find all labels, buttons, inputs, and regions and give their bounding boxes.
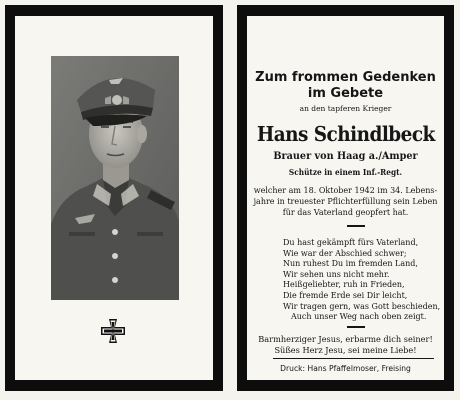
heading-line-2: im Gebete bbox=[307, 86, 384, 101]
left-card-panel bbox=[5, 5, 223, 391]
poem-line: Wir tragen gern, was Gott beschieden, bbox=[283, 301, 441, 311]
poem-line: Die fremde Erde sei Dir leicht, bbox=[283, 291, 408, 300]
death-line-1: welcher am 18. Oktober 1942 im 34. Lebens- bbox=[253, 186, 438, 195]
soldier-portrait-photo bbox=[51, 56, 179, 300]
right-card-inner bbox=[247, 16, 444, 380]
printer-rule bbox=[273, 358, 434, 359]
poem-line: Du hast gekämpft fürs Vaterland, bbox=[283, 238, 419, 247]
deceased-name: Hans Schindlbeck bbox=[256, 122, 435, 146]
subheading: an den tapferen Krieger bbox=[299, 104, 392, 113]
heading-line-1: Zum frommen Gedenken bbox=[255, 70, 436, 85]
occupation-line: Brauer von Haag a./Amper bbox=[273, 150, 418, 162]
prayer-line-2: Süßes Herz Jesu, sei meine Liebe! bbox=[274, 345, 417, 355]
death-line-3: für das Vaterland geopfert hat. bbox=[282, 208, 409, 217]
poem-line: Heißgeliebter, ruh in Frieden, bbox=[283, 280, 405, 290]
death-line-2: jahre in treuester Pflichterfüllung sein Leben bbox=[253, 197, 438, 206]
left-card-inner bbox=[15, 16, 213, 380]
poem-line: Wie war der Abschied schwer; bbox=[283, 248, 407, 258]
divider-rule bbox=[347, 326, 365, 328]
right-card-panel bbox=[237, 5, 454, 391]
divider-rule bbox=[347, 225, 365, 227]
poem-line: Auch unser Weg nach oben zeigt. bbox=[291, 312, 427, 322]
prayer-line-1: Barmherziger Jesus, erbarme dich seiner! bbox=[258, 334, 433, 344]
iron-cross-icon bbox=[100, 318, 126, 344]
portrait-image bbox=[51, 56, 179, 300]
printer-credit: Druck: Hans Pfaffelmoser, Freising bbox=[280, 364, 411, 373]
poem-line: Nun ruhest Du im fremden Land, bbox=[283, 259, 418, 269]
rank-line: Schütze in einem Inf.-Regt. bbox=[288, 167, 403, 177]
poem-line: Wir sehen uns nicht mehr. bbox=[283, 269, 390, 279]
